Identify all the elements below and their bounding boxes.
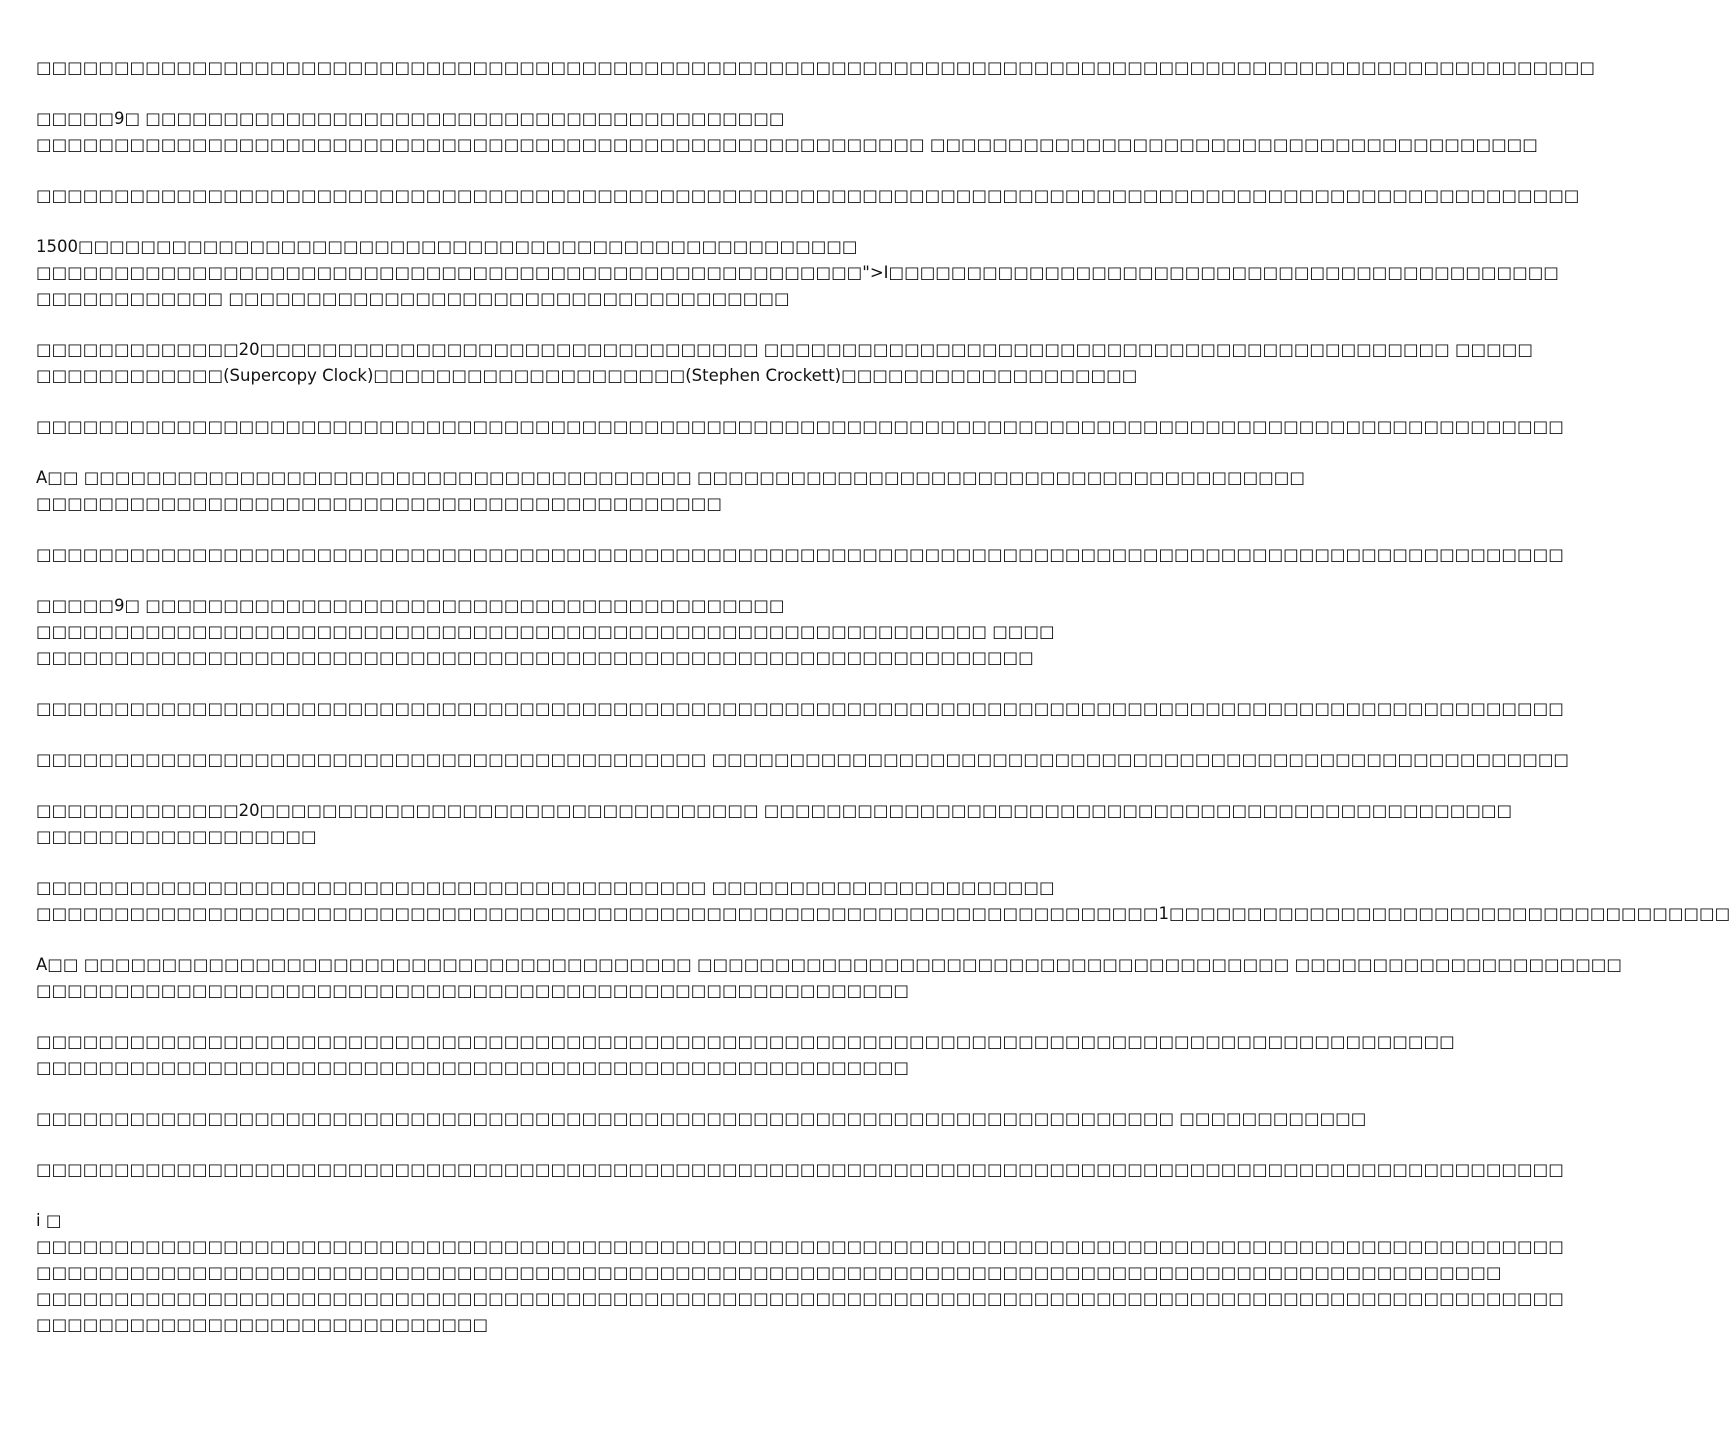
paragraph-11 — [36, 747, 1570, 773]
text-line: □□□□□□□□□□□□□□□□□□□□□□□□□□□□□□□□□□□□□□□□□□□□□□□□□□□□□□□□□□□□□□□□□□□□□□□□□ □□□□□□□□□□□□ — [36, 1109, 1367, 1128]
text-line: □□□□□□□□□□□□□□□□□□□□□□□□□□□□□□□□□□□□□□□□□□□□□□□□□□□□□">I□□□□□□□□□□□□□□□□□□□□□□□□□□□□□□□□□□□□□□□□□□□ — [36, 263, 1559, 282]
paragraph-17 — [36, 1157, 1564, 1183]
text-line: □□□□□□□□□□□□□□□□□□□□□□□□□□□□□□□□□□□□□□□□□□□□□□□□□□□□□□□□□□□□□□□□□□□□□□□□□□□□□□□□□□□□□□□□□□□□□□□□□□ — [36, 1160, 1564, 1179]
paragraph-1 — [36, 55, 1595, 81]
text-line: □□□□□□□□□□□□□□□□□□ — [36, 827, 317, 846]
text-line: □□□□□9□ □□□□□□□□□□□□□□□□□□□□□□□□□□□□□□□□□□□□□□□□□ — [36, 109, 785, 128]
text-line: □□□□□□□□□□□□□20□□□□□□□□□□□□□□□□□□□□□□□□□□□□□□□□ □□□□□□□□□□□□□□□□□□□□□□□□□□□□□□□□□□□□□□□□□□□□ □□□□□ — [36, 340, 1533, 359]
text-line: □□□□□□□□□□□□□□□□□□□□□□□□□□□□□□□□□□□□□□□□□□□□□□□□□□□□□□□□□ □□□□□□□□□□□□□□□□□□□□□□□□□□□□□□□□□□□□□□□ — [36, 135, 1538, 154]
text-line: □□□□□□□□□□□□□□□□□□□□□□□□□□□□□□□□□□□□□□□□□□□□□□□□□□□□□□□□□□□□□□□□□□□□□□□□□□□□□□□□□□□□□□□□□□□□□□□□□□□ — [36, 186, 1580, 205]
text-line: □□□□□□□□□□□□ □□□□□□□□□□□□□□□□□□□□□□□□□□□□□□□□□□□□ — [36, 289, 790, 308]
text-line: A□□ □□□□□□□□□□□□□□□□□□□□□□□□□□□□□□□□□□□□□□□ □□□□□□□□□□□□□□□□□□□□□□□□□□□□□□□□□□□□□□ □□□□□□□□□□□□□□□□□□□□□ — [36, 955, 1622, 974]
text-line: □□□□□□□□□□□□□□□□□□□□□□□□□□□□□□□□□□□□□□□□□□□□□□□□□□□□□□□□ — [36, 981, 910, 1000]
text-line: □□□□□□□□□□□□□□□□□□□□□□□□□□□□□□□□□□□□□□□□□□□□□□□□□□□□□□□□ — [36, 1058, 910, 1077]
paragraph-4 — [36, 234, 1559, 312]
text-line: □□□□□□□□□□□□□□□□□□□□□□□□□□□□□□□□□□□□□□□□□□□□□□□□□□□□□□□□□□□□□ □□□□ — [36, 622, 1055, 641]
text-line: □□□□□□□□□□□□□□□□□□□□□□□□□□□□□□□□□□□□□□□□□□□□□□□□□□□□□□□□□□□□□□□□ — [36, 648, 1034, 667]
text-line: 1500□□□□□□□□□□□□□□□□□□□□□□□□□□□□□□□□□□□□□□□□□□□□□□□□□□ — [36, 237, 858, 256]
text-line: □□□□□□□□□□□□□□□□□□□□□□□□□□□□□□□□□□□□□□□□□□□ □□□□□□□□□□□□□□□□□□□□□□ — [36, 878, 1055, 897]
paragraph-13 — [36, 875, 1730, 927]
text-line: i □ — [36, 1211, 62, 1230]
paragraph-10 — [36, 696, 1564, 722]
text-line: □□□□□9□ □□□□□□□□□□□□□□□□□□□□□□□□□□□□□□□□□□□□□□□□□ — [36, 596, 785, 615]
paragraph-15 — [36, 1029, 1455, 1081]
text-line: □□□□□□□□□□□□□□□□□□□□□□□□□□□□□□□□□□□□□□□□□□□□□□□□□□□□□□□□□□□□□□□□□□□□□□□□□□□□□□□□□□□□□□□□□□□ — [36, 1032, 1455, 1051]
paragraph-16 — [36, 1106, 1367, 1132]
text-line: □□□□□□□□□□□□□□□□□□□□□□□□□□□□□□□□□□□□□□□□□□□□□□□□□□□□□□□□□□□□□□□□□□□□□□□□□□□□□□□□□□□□□□□□□□□□□□□□□□□□ — [36, 58, 1595, 77]
text-line: □□□□□□□□□□□□□□□□□□□□□□□□□□□□□□□□□□□□□□□□□□□□□□□□□□□□□□□□□□□□□□□□□□□□□□□□□□□□□□□□□□□□□□□□□□□□□□□□□□ — [36, 699, 1564, 718]
paragraph-18 — [36, 1208, 1564, 1338]
paragraph-3 — [36, 183, 1580, 209]
text-line: □□□□□□□□□□□□□□□□□□□□□□□□□□□□□□□□□□□□□□□□□□□□□□□□□□□□□□□□□□□□□□□□□□□□□□□□□□□□□□□□□□□□□□□□□□□□□□ — [36, 1263, 1502, 1282]
text-line: A□□ □□□□□□□□□□□□□□□□□□□□□□□□□□□□□□□□□□□□□□□ □□□□□□□□□□□□□□□□□□□□□□□□□□□□□□□□□□□□□□□ — [36, 468, 1305, 487]
paragraph-8 — [36, 542, 1564, 568]
text-line: □□□□□□□□□□□□□□□□□□□□□□□□□□□□□□□□□□□□□□□□□□□□□□□□□□□□□□□□□□□□□□□□□□□□□□□□□□□□□□□□□□□□□□□□□□□□□□□□□□ — [36, 1289, 1564, 1308]
text-line: □□□□□□□□□□□□□□□□□□□□□□□□□□□□□ — [36, 1315, 489, 1334]
paragraph-14 — [36, 952, 1622, 1004]
text-line: □□□□□□□□□□□□□20□□□□□□□□□□□□□□□□□□□□□□□□□□□□□□□□ □□□□□□□□□□□□□□□□□□□□□□□□□□□□□□□□□□□□□□□□□□□□□□□□ — [36, 801, 1513, 820]
text-line: □□□□□□□□□□□□(Supercopy Clock)□□□□□□□□□□□□□□□□□□□□(Stephen Crockett)□□□□□□□□□□□□□□□□□□□ — [36, 366, 1138, 385]
text-line: □□□□□□□□□□□□□□□□□□□□□□□□□□□□□□□□□□□□□□□□□□□ □□□□□□□□□□□□□□□□□□□□□□□□□□□□□□□□□□□□□□□□□□□□□□□□□□□□□□□ — [36, 750, 1570, 769]
paragraph-9 — [36, 593, 1055, 671]
text-line: □□□□□□□□□□□□□□□□□□□□□□□□□□□□□□□□□□□□□□□□□□□□ — [36, 494, 722, 513]
paragraph-6 — [36, 414, 1564, 440]
text-line: □□□□□□□□□□□□□□□□□□□□□□□□□□□□□□□□□□□□□□□□□□□□□□□□□□□□□□□□□□□□□□□□□□□□□□□□□□□□□□□□□□□□□□□□□□□□□□□□□□ — [36, 1237, 1564, 1256]
paragraph-12 — [36, 798, 1513, 850]
text-line: □□□□□□□□□□□□□□□□□□□□□□□□□□□□□□□□□□□□□□□□□□□□□□□□□□□□□□□□□□□□□□□□□□□□□□□□1□□□□□□□□□□□□□□□□□□□□□□□□□□□□□□□□□□□□ — [36, 904, 1730, 923]
document-body — [36, 55, 1730, 1363]
paragraph-5 — [36, 337, 1533, 389]
text-line: □□□□□□□□□□□□□□□□□□□□□□□□□□□□□□□□□□□□□□□□□□□□□□□□□□□□□□□□□□□□□□□□□□□□□□□□□□□□□□□□□□□□□□□□□□□□□□□□□□ — [36, 417, 1564, 436]
paragraph-7 — [36, 465, 1305, 517]
text-line: □□□□□□□□□□□□□□□□□□□□□□□□□□□□□□□□□□□□□□□□□□□□□□□□□□□□□□□□□□□□□□□□□□□□□□□□□□□□□□□□□□□□□□□□□□□□□□□□□□ — [36, 545, 1564, 564]
paragraph-2 — [36, 106, 1538, 158]
